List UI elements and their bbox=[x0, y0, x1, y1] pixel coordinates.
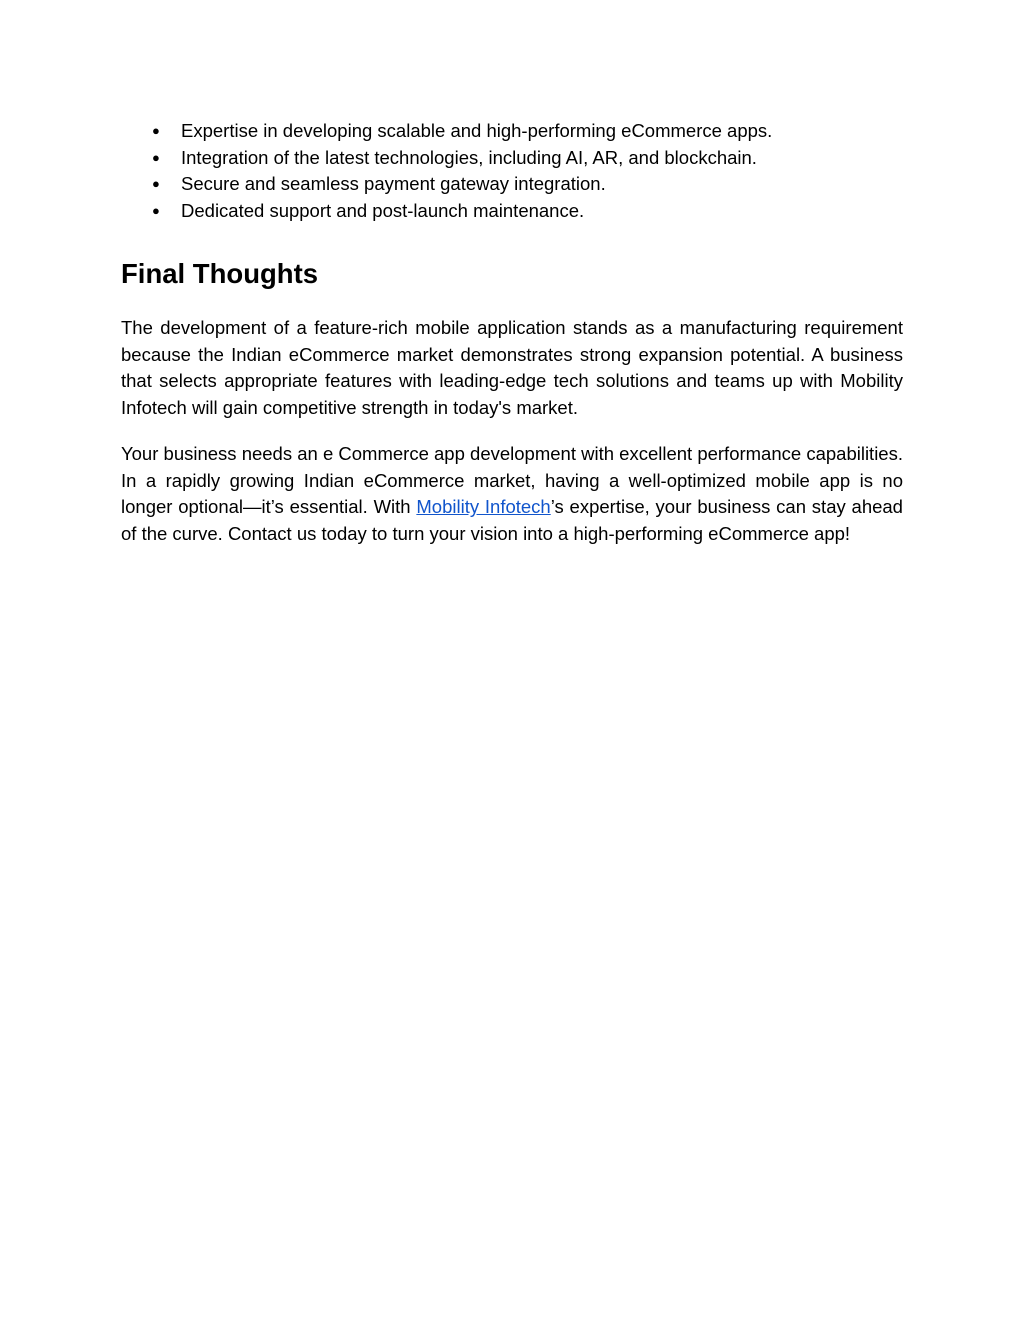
list-item bbox=[121, 171, 903, 198]
bullet-list bbox=[121, 118, 903, 224]
bullet-icon: ● bbox=[152, 149, 160, 165]
document-page bbox=[121, 118, 903, 547]
list-item bbox=[121, 145, 903, 172]
bullet-icon: ● bbox=[152, 202, 160, 218]
bullet-icon: ● bbox=[152, 176, 160, 192]
list-item bbox=[121, 198, 903, 225]
list-item-text: Expertise in developing scalable and high-performing eCommerce apps. bbox=[181, 120, 773, 141]
paragraph-intro: The development of a feature-rich mobile application stands as a manufacturing requirement because the Indian eCommerce market demonstrates strong expansion potential. A business that selects appropriate features with leading-edge tech solutions and teams up with Mobility Infotech will gain competitive strength in today's market. bbox=[121, 317, 903, 418]
list-item-text: Dedicated support and post-launch maintenance. bbox=[181, 199, 585, 221]
list-item-text: Secure and seamless payment gateway integration. bbox=[181, 173, 606, 195]
list-item-text: Integration of the latest technologies, including AI, AR, and blockchain. bbox=[181, 146, 757, 168]
list-item bbox=[121, 118, 903, 145]
paragraph-closing bbox=[121, 441, 903, 547]
bullet-icon: ● bbox=[152, 123, 160, 138]
section-heading: Final Thoughts bbox=[121, 258, 319, 290]
mobility-infotech-link[interactable]: Mobility Infotech bbox=[416, 496, 551, 518]
paragraph-text-after-link: ’s expertise, your business can stay ahead of the curve. Contact us today to turn your vision into a high-performing eCommerce app! bbox=[121, 496, 903, 544]
paragraph-text-before-link: Your business needs an e Commerce app development with excellent performance capabilities. In a rapidly growing Indian eCommerce market, having a well-optimized mobile app is no longer optional—it’s essential. With bbox=[121, 443, 903, 518]
